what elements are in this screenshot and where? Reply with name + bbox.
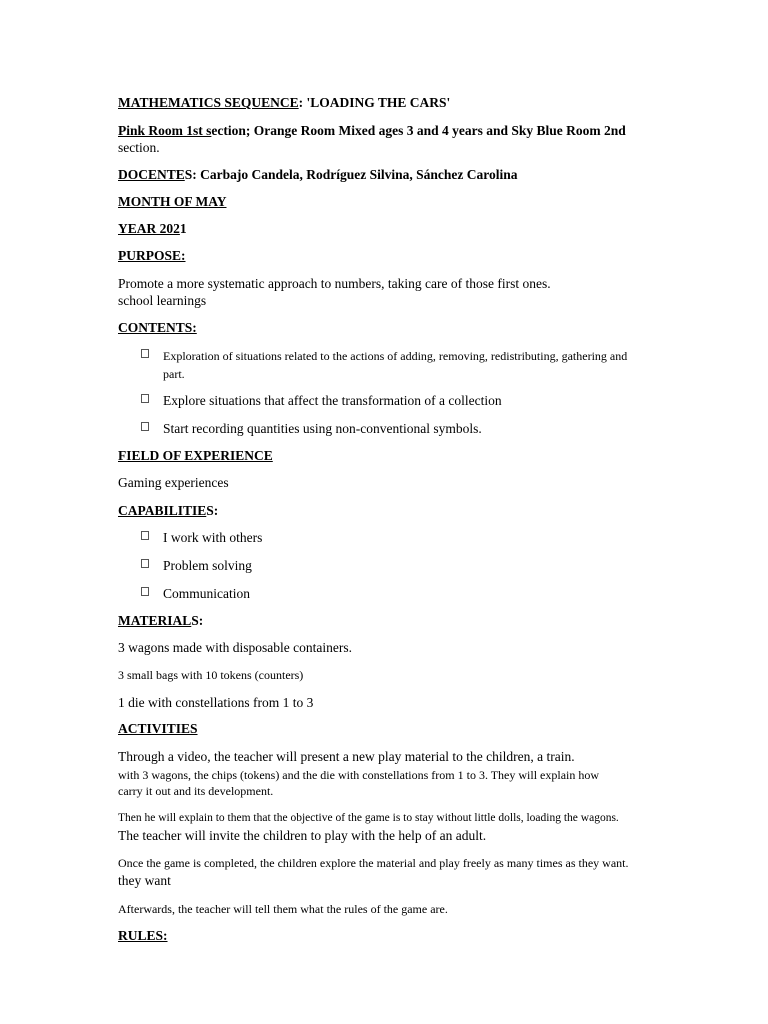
purpose-text-1: Promote a more systematic approach to numbers, taking care of those first ones. xyxy=(118,276,551,291)
activity-line-1: Through a video, the teacher will present a new play material to the children, a train. xyxy=(118,749,575,764)
bullet-icon xyxy=(141,422,149,431)
year-underlined: YEAR 202 xyxy=(118,221,180,236)
docentes-line xyxy=(118,167,518,183)
activities-underlined: ACTIVITIES xyxy=(118,721,198,736)
bullet-icon xyxy=(141,531,149,540)
rooms-line xyxy=(118,123,626,139)
materials-underlined: MATERIAL xyxy=(118,613,192,628)
capability-item-1: I work with others xyxy=(163,530,263,545)
activity-line-4: Then he will explain to them that the objective of the game is to stay without little dolls, loading the wagons. xyxy=(118,812,619,824)
activities-heading xyxy=(118,721,198,737)
capabilities-rest: S: xyxy=(206,503,219,518)
contents-item-3: Start recording quantities using non-conventional symbols. xyxy=(163,421,482,436)
year-rest: 1 xyxy=(179,221,187,236)
rules-underlined: RULES: xyxy=(118,928,168,943)
rooms-line-2: section. xyxy=(118,140,160,155)
purpose-underlined: PURPOSE: xyxy=(118,248,186,263)
bullet-icon xyxy=(141,349,149,358)
field-heading xyxy=(118,448,273,464)
rules-heading xyxy=(118,928,168,944)
material-item-1: 3 wagons made with disposable containers. xyxy=(118,640,352,655)
year-heading xyxy=(118,221,187,237)
activity-line-5: The teacher will invite the children to play with the help of an adult. xyxy=(118,828,487,843)
material-item-3: 1 die with constellations from 1 to 3 xyxy=(118,695,314,710)
activity-line-7: they want xyxy=(118,873,171,888)
materials-rest: S: xyxy=(191,613,204,628)
bullet-icon xyxy=(141,394,149,403)
title-underlined: MATHEMATICS SEQUENCE xyxy=(118,95,299,110)
capability-item-2: Problem solving xyxy=(163,558,252,573)
docentes-rest: S: Carbajo Candela, Rodríguez Silvina, Sánchez Carolina xyxy=(184,167,518,182)
rooms-rest: ection; Orange Room Mixed ages 3 and 4 years and Sky Blue Room 2nd xyxy=(211,123,626,138)
field-text: Gaming experiences xyxy=(118,475,229,490)
activity-line-3: carry it out and its development. xyxy=(118,784,274,798)
document-title xyxy=(118,95,450,111)
activity-line-8: Afterwards, the teacher will tell them what the rules of the game are. xyxy=(118,902,448,916)
activity-line-6: Once the game is completed, the children explore the material and play freely as many times as they want. xyxy=(118,856,629,870)
rooms-underlined: Pink Room 1st s xyxy=(118,123,212,138)
contents-item-1: Exploration of situations related to the actions of adding, removing, redistributing, gathering and xyxy=(163,349,628,363)
capability-item-3: Communication xyxy=(163,586,250,601)
contents-item-2: Explore situations that affect the transformation of a collection xyxy=(163,393,502,408)
month-heading xyxy=(118,194,227,210)
capabilities-heading xyxy=(118,503,218,519)
contents-heading xyxy=(118,320,197,336)
contents-item-1-cont: part. xyxy=(163,367,185,381)
capabilities-underlined: CAPABILITIE xyxy=(118,503,207,518)
activity-line-2: with 3 wagons, the chips (tokens) and the die with constellations from 1 to 3. They will explain how xyxy=(118,768,600,782)
title-rest: : 'LOADING THE CARS' xyxy=(298,95,451,110)
materials-heading xyxy=(118,613,203,629)
bullet-icon xyxy=(141,587,149,596)
contents-underlined: CONTENTS: xyxy=(118,320,197,335)
docentes-underlined: DOCENTE xyxy=(118,167,185,182)
field-underlined: FIELD OF EXPERIENCE xyxy=(118,448,273,463)
purpose-heading xyxy=(118,248,186,264)
material-item-2: 3 small bags with 10 tokens (counters) xyxy=(118,668,304,682)
purpose-text-2: school learnings xyxy=(118,293,207,308)
bullet-icon xyxy=(141,559,149,568)
month-underlined: MONTH OF MAY xyxy=(118,194,227,209)
